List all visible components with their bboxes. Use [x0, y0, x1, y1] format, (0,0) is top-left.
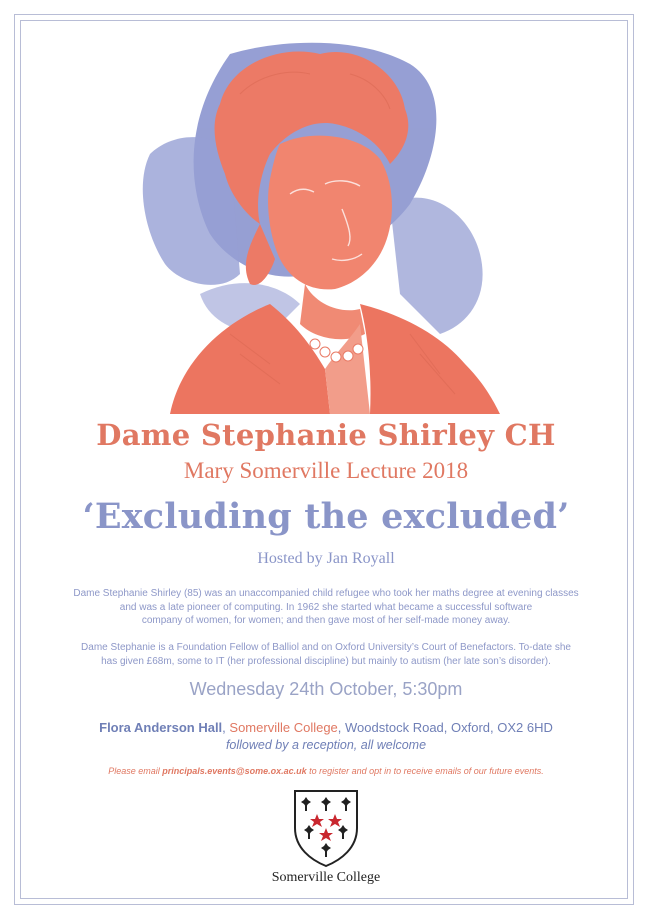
- email-link[interactable]: principals.events@some.ox.ac.uk: [162, 766, 307, 776]
- reception-note: followed by a reception, all welcome: [225, 738, 427, 752]
- bio-paragraph-2: [40, 641, 612, 668]
- bio-paragraph-1-line: company of women, for women; and then gave most of her self-made money away.: [141, 615, 511, 626]
- event-date: Wednesday 24th October, 5:30pm: [189, 679, 463, 699]
- bio-paragraph-2-line: Dame Stephanie is a Foundation Fellow of Balliol and on Oxford University’s Court of Benefactors. To-date she: [81, 642, 571, 653]
- bio-paragraph-1-line: and was a late pioneer of computing. In 1962 she started what became a successful software: [119, 601, 533, 613]
- bio-paragraph-1: [40, 587, 612, 628]
- venue-college: Somerville College: [229, 720, 338, 735]
- email-prefix: Please email: [108, 766, 163, 776]
- venue-separator: ,: [222, 720, 230, 735]
- lecture-title: Mary Somerville Lecture 2018: [183, 458, 469, 483]
- venue-address: , Woodstock Road, Oxford, OX2 6HD: [337, 720, 553, 735]
- venue-hall: Flora Anderson Hall: [99, 720, 223, 735]
- college-crest-icon: [291, 788, 361, 868]
- portrait-illustration: [110, 34, 540, 414]
- bio-paragraph-2-line: has given £68m, some to IT (her professional discipline) but mainly to autism (her late son’s disorder).: [101, 655, 551, 667]
- bio-paragraph-1-line: Dame Stephanie Shirley (85) was an unaccompanied child refugee who took her maths degree at evening classes: [73, 588, 579, 599]
- speaker-name: Dame Stephanie Shirley CH: [96, 418, 556, 452]
- talk-title: ‘Excluding the excluded’: [82, 496, 570, 537]
- email-note: [40, 766, 612, 776]
- venue-line: [40, 720, 612, 735]
- college-name: Somerville College: [271, 870, 381, 885]
- host-line: Hosted by Jan Royall: [257, 550, 395, 567]
- email-suffix: to register and opt in to receive emails of our future events.: [306, 766, 544, 776]
